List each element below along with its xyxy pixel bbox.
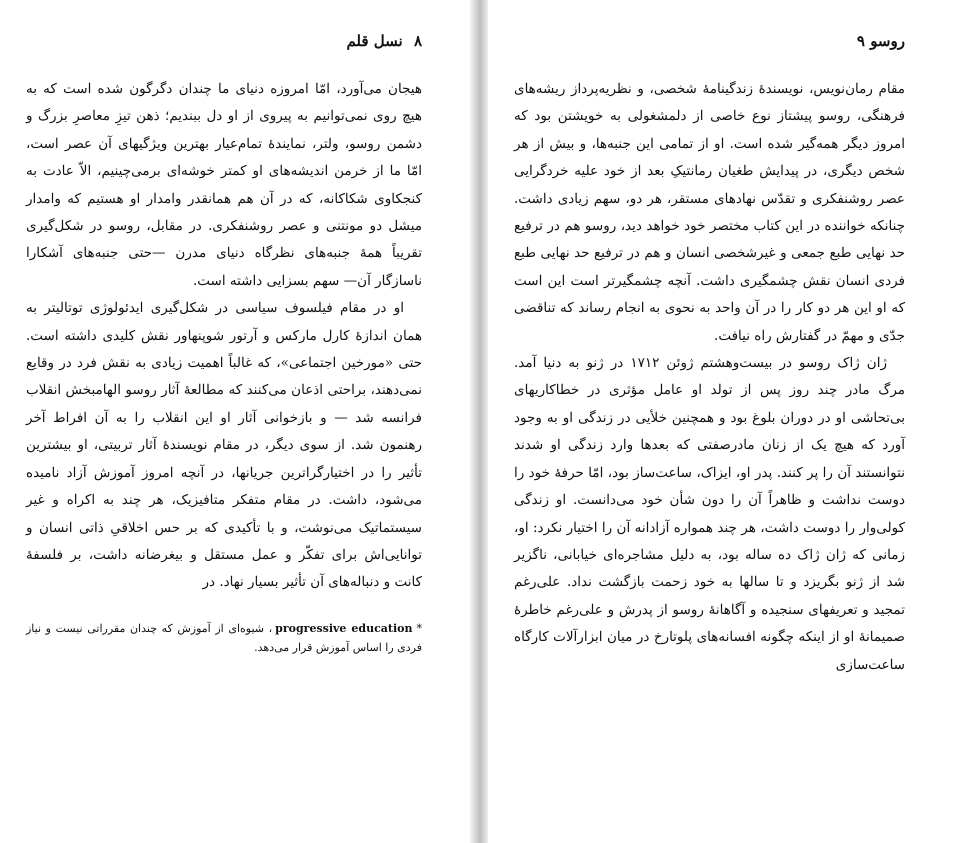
- right-page-body: [514, 76, 905, 679]
- right-page-header: [514, 32, 905, 50]
- footnote-mark: *: [416, 621, 422, 635]
- left-page-running-title: نسل قلم: [346, 32, 403, 50]
- footnote: [26, 619, 422, 657]
- left-page-header: [26, 32, 422, 50]
- right-paragraph-2: ژان ژاک روسو در بیست‌وهشتم ژوئن ۱۷۱۲ در ژنو به دنیا آمد. مرگ مادر چند روز پس از تولد او عامل مؤثری در خطاکاریهای بی‌تحاشی او در دوران بلوغ بود و همچنین خلأیی در زندگی او به وجود آورد که هیچ یک از زنان مادرصفتی که بعدها وارد زندگی او شدند نتوانستند آن را پر کنند. پدر او، ایزاک، ساعت‌ساز بود، امّا حرفهٔ خود را دوست نداشت و ظاهراً آن را دون شأن خود می‌دانست. او زندگی کولی‌وار را دوست داشت، هر چند همواره آزادانه آن را اختیار نکرد: او، زمانی که ژان ژاک ده ساله بود، به دلیل مشاجره‌ای خیابانی، ناگزیر شد از ژنو بگریزد و تا سالها به خود زحمت بازگشت نداد. علی‌رغم تمجید و تعریفهای سنجیده و آگاهانهٔ روسو از پدرش و علی‌رغم خاطرهٔ صمیمانهٔ او از اینکه چگونه افسانه‌های پلوتارخ در میان ابزارآلات کارگاه ساعت‌سازی: [514, 355, 905, 673]
- right-page-number: ۹: [856, 32, 865, 50]
- left-page: [0, 0, 470, 843]
- footnote-text: ، شیوه‌ای از آموزش که چندان مقرراتی نیست و نیاز فردی را اساس آموزش قرار می‌دهد.: [26, 621, 422, 654]
- left-paragraph-2: او در مقام فیلسوف سیاسی در شکل‌گیری ایدئولوژی توتالیتر به همان اندازهٔ کارل مارکس و آرتور شوپنهاور نقش کلیدی داشته است. حتی «مورخین اجتماعی»، که غالباً اهمیت زیادی به نقش فرد در وقایع نمی‌دهند، براحتی اذعان می‌کنند که مطالعهٔ آثار روسو الهامبخش انقلاب فرانسه شد — و بازخوانی آثار او این انقلاب را به آن افراط آخر رهنمون شد. از سوی دیگر، در مقام نویسندهٔ آثار تربیتی، او بیشترین تأثیر را در اختیارگراترین جریانها، در آنچه امروز آموزش آزاد نامیده می‌شود، داشت. در مقام متفکر متافیزیک، هر چند به اکراه و غیر سیستماتیک می‌نوشت، و با تأکیدی که بر حس اخلاقیِ ذاتی انسان و توانایی‌اش برای تفکّر و عمل مستقل و بیغرضانه داشت، بر فلسفهٔ کانت و دنباله‌های آن تأثیر بسیار نهاد. در: [26, 300, 422, 591]
- right-paragraph-1: مقام رمان‌نویس، نویسندهٔ زندگینامهٔ شخصی، و نظریه‌پرداز ریشه‌های فرهنگی، روسو پیشتاز نوع خاصی از دلمشغولی به خویشتن بود که امروز دیگر همه‌گیر شده است. او از تمامی این جنبه‌ها، و بیش از هر شخص دیگری، در پیدایش طغیان رمانتیکِ بعد از خود علیه خردگرایی عصر روشنفکری و تقدّس نهادهای مستقر، هر دو، سهم زیادی داشت. چنانکه خواننده در این کتاب مختصر خود خواهد دید، روسو هم در ترفیع حد نهایی طبع جمعی و غیرشخصی انسان و هم در ترفیع حد نهایی طبع فردی انسان نقش چشمگیری داشت. آنچه چشمگیرتر است این است که او این هر دو کار را در آن واحد به نحوی به انجام رساند که تناقضی جدّی و مهمّ در گفتارش راه نیافت.: [514, 81, 905, 344]
- right-page: [488, 0, 953, 843]
- footnote-term: progressive education: [275, 621, 413, 635]
- left-paragraph-1: هیجان می‌آورد، امّا امروزه دنیای ما چندان دگرگون شده است که به هیچ روی نمی‌توانیم به پیروی از او دل ببندیم؛ ذهن تیزِ معاصرِ بزرگ و دشمن روسو، ولتر، نمایندهٔ تمام‌عیار بهترین ویژگیهای آن عصر است، امّا ما از خرمن اندیشه‌های او کمتر خوشه‌ای برمی‌چینیم، الاّ عادت به کنجکاوی شکاکانه، که در آن هم همانقدر وامدار او هستیم که وامدار میشل دو مونتنی و عصر روشنفکری. در مقابل، روسو در شکل‌گیری تقریباً همهٔ جنبه‌های نظرگاه دنیای مدرن —حتی جنبه‌های آشکارا ناسازگار آن— سهم بسزایی داشته است.: [26, 81, 422, 289]
- left-page-body: [26, 76, 422, 597]
- left-page-number: ۸: [413, 32, 422, 50]
- right-page-running-title: روسو: [870, 32, 905, 50]
- book-gutter: [470, 0, 488, 843]
